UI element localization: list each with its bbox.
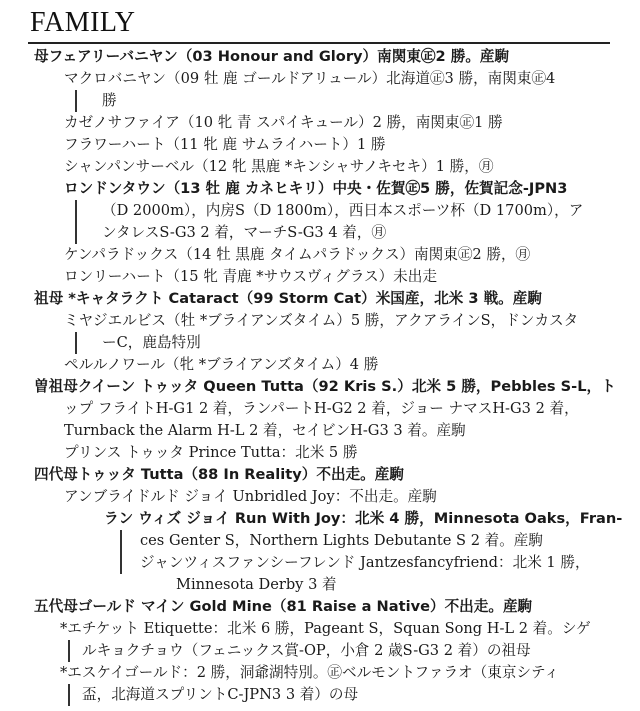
- continuation-bar: [68, 640, 70, 662]
- family-line: ロンドンタウン（13 牡 鹿 カネヒキリ）中央・佐賀㊣5 勝，佐賀記念-JPN3: [64, 180, 568, 197]
- family-line: ces Genter S，Northern Lights Debutante S 2 着。産駒: [140, 532, 543, 549]
- family-line: ラン ウィズ ジョイ Run With Joy：北米 4 勝，Minnesota Oaks，Fran-: [104, 510, 623, 527]
- family-line: 曽祖母クイーン トゥッタ Queen Tutta（92 Kris S.）北米 5 勝，Pebbles S-L，ト: [34, 378, 616, 395]
- family-line: Turnback the Alarm H-L 2 着，セイビンH-G3 3 着。産駒: [64, 422, 466, 439]
- family-line: ミヤジエルビス（牡 *ブライアンズタイム）5 勝，アクアラインS，ドンカスタ: [64, 312, 579, 329]
- family-line: *エスケイゴールド：2 勝，洞爺湖特別。㊣ベルモントファラオ（東京シティ: [60, 664, 560, 681]
- family-line: フラワーハート（11 牝 鹿 サムライハート）1 勝: [64, 136, 386, 153]
- family-line: プリンス トゥッタ Prince Tutta：北米 5 勝: [64, 444, 358, 461]
- family-line: 四代母トゥッタ Tutta（88 In Reality）不出走。産駒: [34, 466, 404, 483]
- family-line: 母フェアリーバニヤン（03 Honour and Glory）南関東㊣2 勝。産駒: [34, 48, 510, 65]
- continuation-bar: [120, 530, 122, 574]
- continuation-bar: [75, 332, 77, 354]
- family-line: ロンリーハート（15 牝 青鹿 *サウスヴィグラス）未出走: [64, 268, 437, 285]
- family-line: Minnesota Derby 3 着: [176, 576, 337, 593]
- family-line: ジャンツィスファンシーフレンド Jantzesfancyfriend：北米 1 勝，: [140, 554, 590, 571]
- family-line: ーC，鹿島特別: [102, 334, 201, 351]
- continuation-bar: [75, 200, 77, 244]
- family-line: *エチケット Etiquette：北米 6 勝，Pageant S，Squan Song H-L 2 着。シゲ: [60, 620, 591, 637]
- family-line: 勝: [102, 92, 117, 109]
- family-line: カゼノサファイア（10 牝 青 スパイキュール）2 勝，南関東㊣1 勝: [64, 114, 503, 131]
- family-line: ルキョクチョウ（フェニックス賞-OP，小倉 2 歳S-G3 2 着）の祖母: [82, 642, 531, 659]
- header-rule: [28, 42, 610, 44]
- continuation-bar: [75, 90, 77, 112]
- family-line: ペルルノワール（牝 *ブライアンズタイム）4 勝: [64, 356, 379, 373]
- family-header: [28, 4, 610, 44]
- family-line: シャンパンサーベル（12 牝 黒鹿 *キンシャサノキセキ）1 勝，㊊: [64, 158, 494, 175]
- family-line: ンタレスS-G3 2 着，マーチS-G3 4 着，㊊: [102, 224, 387, 241]
- family-line: 五代母ゴールド マイン Gold Mine（81 Raise a Native）不出走。産駒: [34, 598, 533, 615]
- family-line: アンブライドルド ジョイ Unbridled Joy：不出走。産駒: [64, 488, 437, 505]
- family-line: （D 2000m），内房S（D 1800m），西日本スポーツ杯（D 1700m），ア: [102, 202, 584, 219]
- family-line: マクロバニヤン（09 牡 鹿 ゴールドアリュール）北海道㊣3 勝，南関東㊣4: [64, 70, 556, 87]
- family-line: 祖母 *キャタラクト Cataract（99 Storm Cat）米国産，北米 3 戦。産駒: [34, 290, 542, 307]
- family-line: ップ フライトH-G1 2 着，ランパートH-G2 2 着，ジョー ナマスH-G3 2 着，: [64, 400, 579, 417]
- family-line: ケンパラドックス（14 牡 黒鹿 タイムパラドックス）南関東㊣2 勝，㊊: [64, 246, 531, 263]
- continuation-bar: [68, 684, 70, 706]
- section-title: FAMILY: [30, 7, 136, 38]
- family-line: 盃，北海道スプリントC-JPN3 3 着）の母: [82, 686, 359, 703]
